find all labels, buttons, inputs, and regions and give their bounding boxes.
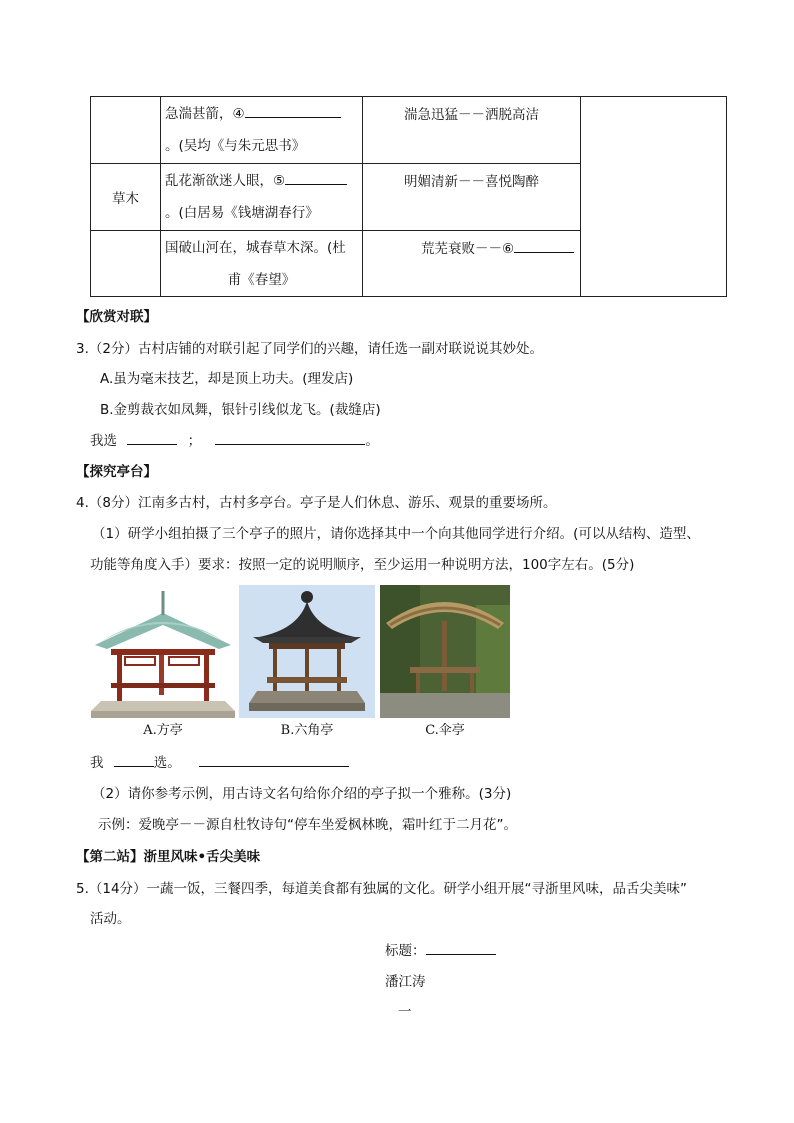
question-4-part1: （1）研学小组拍摄了三个亭子的照片，请你选择其中一个向其他同学进行介绍。(可以从结构、造型、 <box>92 526 700 542</box>
question-4-part1-cont: 功能等角度入手）要求：按照一定的说明顺序，至少运用一种说明方法，100字左右。(5分) <box>90 557 635 573</box>
category-cell <box>91 231 161 297</box>
answer-blank-4[interactable] <box>245 104 341 118</box>
question-5-stem: 5.（14分）一蔬一饭，三餐四季，每道美食都有独属的文化。研学小组开展“寻浙里风味，品舌尖美味” <box>76 881 688 897</box>
introduction-blank[interactable] <box>199 753 349 767</box>
question-4-choose-line: 我 选。 <box>90 751 349 771</box>
question-3-stem: 3.（2分）古村店铺的对联引起了同学们的兴趣，请任选一副对联说说其妙处。 <box>76 341 543 357</box>
category-cell: 草木 <box>91 164 161 231</box>
question-4-stem: 4.（8分）江南多古村，古村多亭台。亭子是人们休息、游乐、观景的重要场所。 <box>76 495 557 511</box>
article-author: 潘江涛 <box>385 974 426 990</box>
section-heading-station2: 【第二站】浙里风味•舌尖美味 <box>76 849 261 865</box>
image-caption-a: A.方亭 <box>143 723 183 738</box>
question-4-example: 示例：爱晚亭－－源自杜牧诗句“停车坐爱枫林晚，霜叶红于二月花”。 <box>98 817 517 833</box>
choice-blank[interactable] <box>127 431 177 445</box>
mood-cell: 荒芜衰败－－⑥ <box>363 231 581 297</box>
hexagonal-pavilion-image <box>239 585 375 718</box>
question-5-stem-cont: 活动。 <box>90 911 131 927</box>
article-title-line: 标题： <box>385 939 496 959</box>
image-caption-b: B.六角亭 <box>280 723 334 738</box>
verse-cell: 国破山河在，城春草木深。(杜 甫《春望》 <box>161 231 363 297</box>
question-4-part2: （2）请你参考示例，用古诗文名句给你介绍的亭子拟一个雅称。(3分) <box>92 786 512 802</box>
section-heading-couplets: 【欣赏对联】 <box>76 309 157 325</box>
pavilion-choice-blank[interactable] <box>114 753 154 767</box>
image-caption-c: C.伞亭 <box>425 723 465 738</box>
umbrella-pavilion-image <box>380 585 510 718</box>
question-3-answer-line: 我选 ； 。 <box>90 433 379 449</box>
option-b: B.金剪裁衣如凤舞，银针引线似龙飞。(裁缝店) <box>100 402 381 418</box>
option-a: A.虽为毫末技艺，却是顶上功夫。(理发店) <box>100 371 354 387</box>
category-cell <box>91 97 161 164</box>
mood-cell: 明媚清新－－喜悦陶醉 <box>363 164 581 231</box>
poem-table <box>90 96 727 297</box>
section-mark: 一 <box>398 1004 412 1020</box>
answer-blank-5[interactable] <box>285 171 347 185</box>
verse-cell: 乱花渐欲迷人眼，⑤ 。(白居易《钱塘湖春行》 <box>161 164 363 231</box>
square-pavilion-image <box>91 585 235 718</box>
section-heading-pavilions: 【探究亭台】 <box>76 464 157 480</box>
empty-cell <box>581 97 727 297</box>
title-blank[interactable] <box>426 941 496 955</box>
mood-cell: 湍急迅猛－－洒脱高洁 <box>363 97 581 164</box>
answer-blank-6[interactable] <box>514 239 574 253</box>
reason-blank[interactable] <box>215 431 365 445</box>
verse-cell: 急湍甚箭，④ 。(吴均《与朱元思书》 <box>161 97 363 164</box>
